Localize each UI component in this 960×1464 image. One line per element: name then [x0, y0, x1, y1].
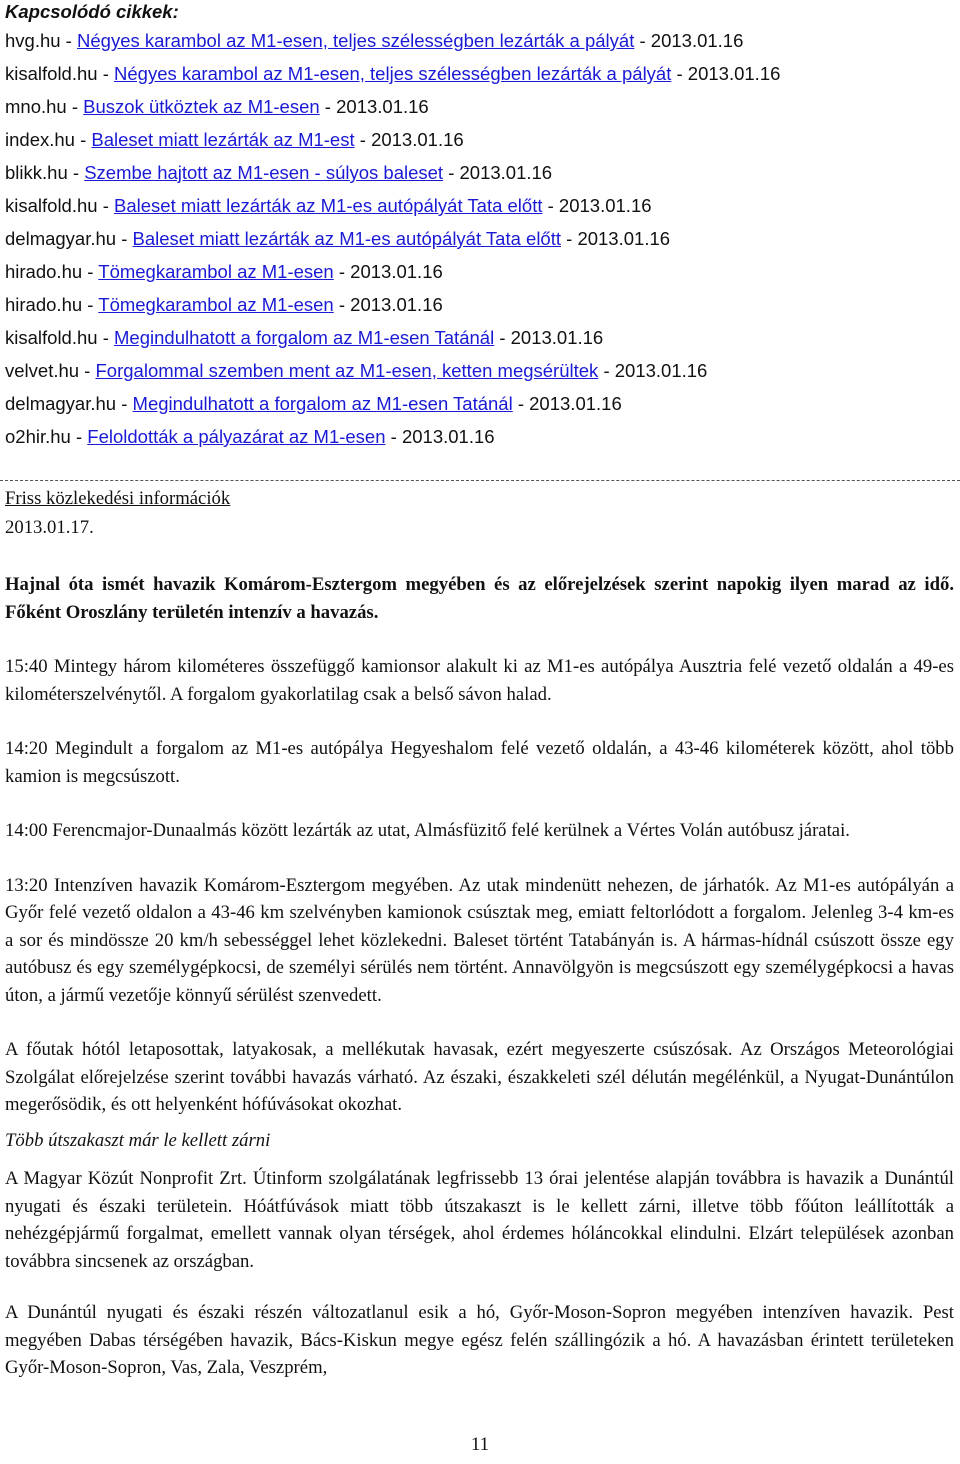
related-articles-heading: Kapcsolódó cikkek: [5, 1, 179, 22]
related-article-separator: - [66, 96, 84, 117]
related-article-item [5, 288, 955, 321]
related-article-date: - 2013.01.16 [598, 360, 708, 381]
related-article-source: hvg.hu [5, 30, 61, 51]
update-list [5, 653, 954, 1009]
related-article-item [5, 189, 955, 222]
update-text: Ferencmajor-Dunaalmás között lezárták az utat, Almásfüzitő felé kerülnek a Vértes Volán autóbusz járatai. [47, 820, 850, 841]
related-article-source: delmagyar.hu [5, 393, 117, 414]
update-entry [5, 817, 954, 845]
related-article-separator: - [97, 63, 115, 84]
section-divider [0, 480, 960, 481]
related-article-date: - 2013.01.16 [354, 129, 464, 150]
related-article-source: hirado.hu [5, 294, 83, 315]
paragraph-regions: A Dunántúl nyugati és északi részén változatlanul esik a hó, Győr-Moson-Sopron megyében intenzíven havazik. Pest megyében Dabas térségében havazik, Bács-Kiskun megye egész felén szállingózik a hó. A havazásban érintett területeken Győr-Moson-Sopron, Vas, Zala, Veszprém, [5, 1302, 954, 1378]
related-article-link[interactable]: Baleset miatt lezárták az M1-es autópályát Tata előtt [114, 195, 543, 216]
related-article-separator: - [67, 162, 85, 183]
related-article-separator: - [97, 327, 115, 348]
related-article-link[interactable]: Feloldották a pályazárat az M1-esen [87, 426, 386, 447]
related-article-item [5, 387, 955, 420]
related-article-source: mno.hu [5, 96, 67, 117]
related-article-separator: - [74, 129, 92, 150]
article-lead: Hajnal óta ismét havazik Komárom-Esztergom megyében és az előrejelzések szerint napokig ilyen marad az idő. Főként Oroszlány területén intenzív a havazás. [5, 574, 954, 623]
related-article-link[interactable]: Baleset miatt lezárták az M1-es autópályát Tata előtt [132, 228, 561, 249]
paragraph-kozut: A Magyar Közút Nonprofit Zrt. Útinform szolgálatának legfrissebb 13 órai jelentése alapján továbbra is havazik a Dunántúl nyugati és északi területein. Hóátfúvások miatt több útszakaszt is le kellett zárni, illetve több főúton leállították a nehézgépjármű forgalmat, emellett vannak olyan térségek, ahol érdemes hóláncokkal elindulni. Elzárt települések azonban továbbra sincsenek az országban. [5, 1168, 954, 1272]
related-article-separator: - [60, 30, 77, 51]
related-article-item [5, 255, 955, 288]
related-article-separator: - [116, 393, 133, 414]
related-article-date: - 2013.01.16 [494, 327, 604, 348]
related-article-item [5, 24, 955, 57]
article-subheading: Több útszakaszt már le kellett zárni [5, 1129, 271, 1151]
related-article-item [5, 222, 955, 255]
related-article-link[interactable]: Négyes karambol az M1-esen, teljes szélességben lezárták a pályát [114, 63, 672, 84]
related-article-date: - 2013.01.16 [333, 261, 443, 282]
related-article-separator: - [97, 195, 115, 216]
update-time: 13:20 [5, 874, 48, 896]
related-article-link[interactable]: Baleset miatt lezárták az M1-est [91, 129, 355, 150]
update-text: Megindult a forgalom az M1-es autópálya Hegyeshalom felé vezető oldalán, a 43-46 kilométerek között, ahol több kamion is megcsúszott. [5, 738, 954, 787]
related-article-link[interactable]: Tömegkarambol az M1-esen [98, 294, 334, 315]
related-article-link[interactable]: Tömegkarambol az M1-esen [98, 261, 334, 282]
related-article-link[interactable]: Megindulhatott a forgalom az M1-esen Tatánál [114, 327, 495, 348]
article-date: 2013.01.17. [5, 517, 94, 538]
related-articles-list [5, 24, 955, 453]
related-article-link[interactable]: Négyes karambol az M1-esen, teljes szélességben lezárták a pályát [77, 30, 635, 51]
related-article-link[interactable]: Szembe hajtott az M1-esen - súlyos baleset [84, 162, 444, 183]
related-article-separator: - [79, 360, 96, 381]
related-article-date: - 2013.01.16 [512, 393, 622, 414]
related-article-item [5, 420, 955, 453]
related-article-item [5, 123, 955, 156]
related-article-link[interactable]: Megindulhatott a forgalom az M1-esen Tatánál [132, 393, 513, 414]
related-article-separator: - [70, 426, 88, 447]
related-article-date: - 2013.01.16 [333, 294, 443, 315]
section-title-link[interactable]: Friss közlekedési információk [5, 488, 231, 509]
related-article-date: - 2013.01.16 [634, 30, 744, 51]
related-article-source: kisalfold.hu [5, 195, 98, 216]
update-text: Mintegy három kilométeres összefüggő kamionsor alakult ki az M1-es autópálya Ausztria felé vezető oldalán a 49-es kilométerszelvénytől. A forgalom gyakorlatilag csak a belső sávon halad. [5, 656, 954, 705]
related-article-date: - 2013.01.16 [561, 228, 671, 249]
related-article-date: - 2013.01.16 [319, 96, 429, 117]
related-article-item [5, 57, 955, 90]
related-article-source: blikk.hu [5, 162, 68, 183]
related-article-item [5, 321, 955, 354]
page-number: 11 [470, 1434, 490, 1455]
related-article-source: delmagyar.hu [5, 228, 117, 249]
related-article-source: velvet.hu [5, 360, 80, 381]
related-article-date: - 2013.01.16 [542, 195, 652, 216]
related-article-source: index.hu [5, 129, 75, 150]
related-article-separator: - [116, 228, 133, 249]
update-time: 14:20 [5, 738, 48, 759]
update-entry [5, 872, 954, 1010]
related-article-item [5, 354, 955, 387]
update-time: 14:00 [5, 820, 48, 841]
related-article-date: - 2013.01.16 [671, 63, 781, 84]
related-article-separator: - [82, 261, 99, 282]
related-article-source: kisalfold.hu [5, 327, 98, 348]
related-article-link[interactable]: Buszok ütköztek az M1-esen [83, 96, 320, 117]
related-article-item [5, 90, 955, 123]
related-articles [5, 0, 955, 453]
update-entry [5, 653, 954, 708]
update-time: 15:40 [5, 656, 48, 677]
related-article-source: hirado.hu [5, 261, 83, 282]
paragraph-roads: A főutak hótól letaposottak, latyakosak, a mellékutak havasak, ezért megyeszerte csúszósak. Az Országos Meteorológiai Szolgálat előrejelzése szerint további havazás várható. Az északi, északkeleti szél délután megélénkül, a Nyugat-Dunántúlon megerősödik, és ott helyenként hófúvásokat okozhat. [5, 1039, 954, 1115]
related-article-source: o2hir.hu [5, 426, 71, 447]
related-article-source: kisalfold.hu [5, 63, 98, 84]
update-entry [5, 735, 954, 790]
update-text: Intenzíven havazik Komárom-Esztergom megyében. Az utak mindenütt nehezen, de járhatók. Az M1-es autópályán a Győr felé vezető oldalon a 43-46 km szelvényben kamionok csúsztak meg, emiatt feltorlódott a forgalom. Jelenleg 3-4 km-es a sor és mindössze 20 km/h sebességgel lehet közlekedni. Baleset történt Tatabányán is. A hármas-hídnál csúszott össze egy autóbusz és egy személygépkocsi, de személyi sérülés nem történt. Annavölgyön is megcsúszott egy személygépkocsi a havas úton, a jármű vezetője könnyű sérülést szenvedett. [5, 874, 954, 1006]
article [5, 484, 954, 1382]
related-article-item [5, 156, 955, 189]
related-article-date: - 2013.01.16 [443, 162, 553, 183]
related-article-separator: - [82, 294, 99, 315]
related-article-link[interactable]: Forgalommal szemben ment az M1-esen, ketten megsérültek [95, 360, 599, 381]
related-article-date: - 2013.01.16 [385, 426, 495, 447]
